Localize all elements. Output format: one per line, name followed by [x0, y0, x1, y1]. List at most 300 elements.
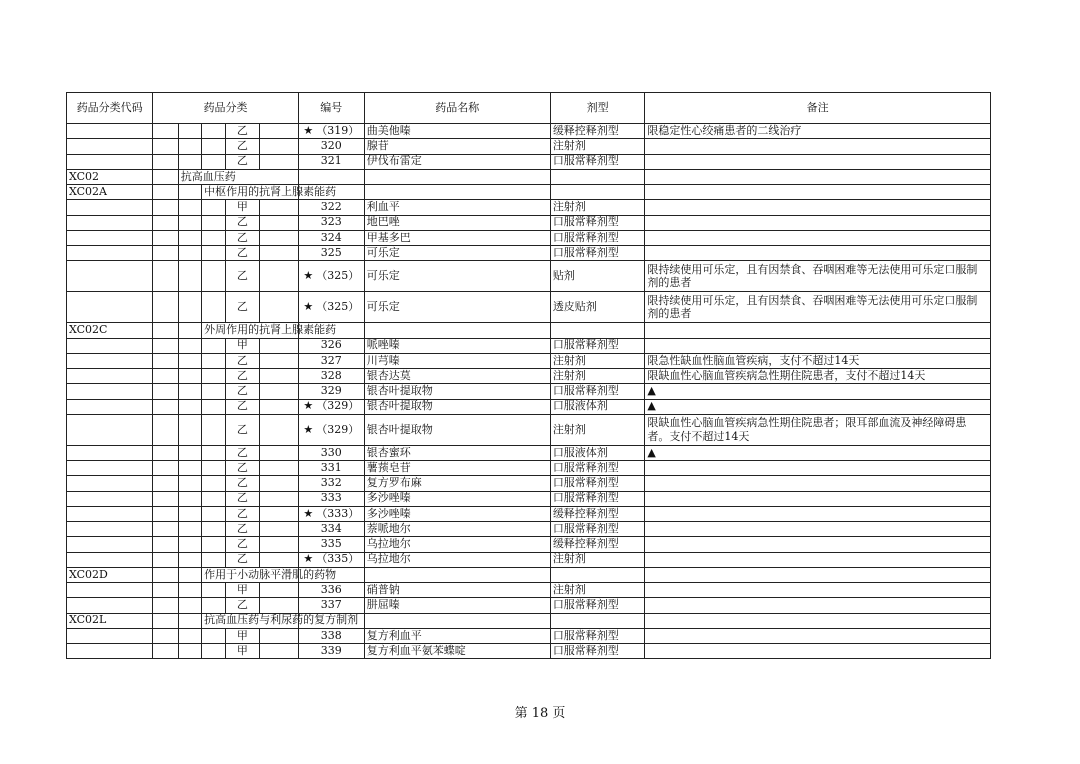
header-form: 剂型: [550, 93, 645, 124]
drug-number: 330: [320, 445, 342, 459]
dosage-form: 透皮贴剂: [550, 292, 645, 323]
table-row: [67, 246, 991, 261]
category-spacer: [153, 215, 178, 230]
category-spacer: [202, 215, 225, 230]
dosage-form: 缓释控释剂型: [550, 537, 645, 552]
dosage-form: 口服液体剂: [550, 445, 645, 460]
category-spacer: [260, 261, 299, 292]
category-code: XC02C: [67, 323, 153, 338]
code-cell: [67, 644, 153, 659]
drug-number: 329: [320, 384, 342, 398]
category-spacer: [202, 261, 225, 292]
number-cell: [298, 476, 364, 491]
category-spacer: [178, 537, 201, 552]
dosage-form: 注射剂: [550, 414, 645, 445]
number-cell: [298, 124, 364, 139]
category-spacer: [153, 200, 178, 215]
drug-number: 322: [320, 200, 342, 214]
category-spacer: [260, 644, 299, 659]
drug-name: 硝普钠: [364, 583, 550, 598]
drug-number: 334: [320, 521, 342, 535]
table-row: [67, 414, 991, 445]
remark-cell: 限持续使用可乐定，且有因禁食、吞咽困难等无法使用可乐定口服制剂的患者: [645, 261, 991, 292]
drug-catalog-table: [66, 92, 991, 659]
category-spacer: [202, 139, 225, 154]
grade-cell: 乙: [225, 522, 260, 537]
remark-cell: [645, 215, 991, 230]
remark-cell: 限急性缺血性脑血管疾病，支付不超过14天: [645, 353, 991, 368]
dosage-form: 缓释控释剂型: [550, 124, 645, 139]
remark-cell: 限稳定性心绞痛患者的二线治疗: [645, 124, 991, 139]
category-spacer: [153, 537, 178, 552]
number-cell: [298, 445, 364, 460]
category-spacer: [153, 598, 178, 613]
category-spacer: [178, 292, 201, 323]
category-spacer: [202, 506, 225, 521]
drug-name: 银杏叶提取物: [364, 414, 550, 445]
dosage-form: 口服常释剂型: [550, 491, 645, 506]
grade-cell: 乙: [225, 246, 260, 261]
drug-number: 332: [320, 476, 342, 490]
dosage-form: 口服常释剂型: [550, 598, 645, 613]
remark-cell: [645, 644, 991, 659]
remark-cell: [645, 169, 991, 184]
grade-cell: 乙: [225, 139, 260, 154]
category-spacer: [178, 353, 201, 368]
code-cell: [67, 537, 153, 552]
category-spacer: [260, 369, 299, 384]
table-row: [67, 124, 991, 139]
category-spacer: [178, 139, 201, 154]
code-cell: [67, 200, 153, 215]
number-cell: [298, 246, 364, 261]
dosage-form: 注射剂: [550, 583, 645, 598]
number-cell: [298, 384, 364, 399]
code-cell: [67, 261, 153, 292]
remark-cell: [645, 522, 991, 537]
star-icon: ★: [303, 123, 314, 137]
number-cell: [298, 522, 364, 537]
drug-number: （329）: [316, 422, 360, 436]
category-spacer: [153, 154, 178, 169]
category-spacer: [178, 338, 201, 353]
table-row: [67, 292, 991, 323]
category-spacer: [202, 537, 225, 552]
grade-cell: 乙: [225, 215, 260, 230]
category-spacer: [202, 353, 225, 368]
header-number: 编号: [298, 93, 364, 124]
dosage-form: 口服常释剂型: [550, 644, 645, 659]
category-spacer: [153, 169, 178, 184]
drug-number: 323: [320, 215, 342, 229]
remark-cell: [645, 246, 991, 261]
code-cell: [67, 154, 153, 169]
dosage-form: 口服常释剂型: [550, 384, 645, 399]
code-cell: [67, 583, 153, 598]
star-icon: ★: [303, 269, 314, 283]
drug-number: 326: [320, 338, 342, 352]
remark-cell: [645, 506, 991, 521]
category-spacer: [153, 567, 178, 582]
category-spacer: [153, 552, 178, 567]
category-spacer: [202, 292, 225, 323]
grade-cell: 乙: [225, 414, 260, 445]
category-spacer: [153, 230, 178, 245]
star-icon: ★: [303, 552, 314, 566]
grade-cell: 乙: [225, 353, 260, 368]
remark-cell: 限缺血性心脑血管疾病急性期住院患者，支付不超过14天: [645, 369, 991, 384]
table-row: [67, 261, 991, 292]
code-cell: [67, 246, 153, 261]
category-spacer: [260, 537, 299, 552]
category-spacer: [153, 628, 178, 643]
category-spacer: [153, 139, 178, 154]
table-row: [67, 476, 991, 491]
category-spacer: [153, 414, 178, 445]
star-icon: ★: [303, 300, 314, 314]
drug-number: 338: [320, 628, 342, 642]
name-cell: [364, 185, 550, 200]
table-row: [67, 628, 991, 643]
page-number: 第 18 页: [514, 706, 566, 721]
table-row: [67, 598, 991, 613]
drug-number: 333: [320, 491, 342, 505]
category-spacer: [202, 552, 225, 567]
code-cell: [67, 353, 153, 368]
remark-cell: [645, 552, 991, 567]
drug-number: 337: [320, 598, 342, 612]
code-cell: [67, 461, 153, 476]
category-spacer: [153, 323, 178, 338]
category-spacer: [153, 338, 178, 353]
number-cell: [298, 369, 364, 384]
category-spacer: [178, 154, 201, 169]
category-spacer: [178, 230, 201, 245]
code-cell: [67, 598, 153, 613]
number-cell: [298, 215, 364, 230]
category-spacer: [153, 384, 178, 399]
category-spacer: [202, 522, 225, 537]
number-cell: [298, 353, 364, 368]
category-spacer: [202, 200, 225, 215]
table-body: [67, 124, 991, 659]
category-spacer: [178, 215, 201, 230]
dosage-form: 口服常释剂型: [550, 154, 645, 169]
code-cell: [67, 139, 153, 154]
table-row: [67, 552, 991, 567]
remark-cell: [645, 613, 991, 628]
category-spacer: [202, 476, 225, 491]
category-spacer: [202, 644, 225, 659]
dosage-form: 口服常释剂型: [550, 461, 645, 476]
category-spacer: [178, 461, 201, 476]
table-row: [67, 154, 991, 169]
dosage-form: 注射剂: [550, 552, 645, 567]
table-row: [67, 338, 991, 353]
grade-cell: 乙: [225, 461, 260, 476]
drug-number: （319）: [316, 123, 360, 137]
drug-name: 银杏叶提取物: [364, 399, 550, 414]
drug-name: 伊伐布雷定: [364, 154, 550, 169]
category-spacer: [178, 261, 201, 292]
code-cell: [67, 628, 153, 643]
remark-cell: [645, 628, 991, 643]
category-spacer: [153, 185, 178, 200]
header-remark: 备注: [645, 93, 991, 124]
drug-number: 336: [320, 582, 342, 596]
number-cell: [298, 537, 364, 552]
category-spacer: [202, 583, 225, 598]
category-spacer: [202, 598, 225, 613]
dosage-form: 口服常释剂型: [550, 522, 645, 537]
subsection-row: [67, 185, 991, 200]
category-spacer: [260, 384, 299, 399]
code-cell: [67, 338, 153, 353]
number-cell: [298, 414, 364, 445]
drug-name: 乌拉地尔: [364, 537, 550, 552]
table-row: [67, 537, 991, 552]
drug-number: （325）: [316, 300, 360, 314]
number-cell: [298, 491, 364, 506]
code-cell: [67, 399, 153, 414]
table-row: [67, 506, 991, 521]
category-spacer: [202, 246, 225, 261]
remark-cell: 限缺血性心脑血管疾病急性期住院患者；限耳部血流及神经障碍患者。支付不超过14天: [645, 414, 991, 445]
drug-name: 利血平: [364, 200, 550, 215]
subsection-row: [67, 323, 991, 338]
number-cell: [298, 598, 364, 613]
name-cell: [364, 567, 550, 582]
code-cell: [67, 491, 153, 506]
number-cell: [298, 154, 364, 169]
table-row: [67, 491, 991, 506]
subsection-row: [67, 567, 991, 582]
code-cell: [67, 506, 153, 521]
category-spacer: [202, 384, 225, 399]
category-spacer: [260, 583, 299, 598]
category-spacer: [260, 338, 299, 353]
table-row: [67, 522, 991, 537]
drug-name: 可乐定: [364, 261, 550, 292]
dosage-form: 注射剂: [550, 139, 645, 154]
code-cell: [67, 414, 153, 445]
dosage-form: 注射剂: [550, 369, 645, 384]
remark-cell: [645, 154, 991, 169]
number-cell: [298, 552, 364, 567]
category-spacer: [202, 230, 225, 245]
category-spacer: [153, 246, 178, 261]
drug-number: （325）: [316, 269, 360, 283]
grade-cell: 乙: [225, 292, 260, 323]
drug-number: 328: [320, 368, 342, 382]
drug-name: 银杏达莫: [364, 369, 550, 384]
category-spacer: [260, 491, 299, 506]
category-spacer: [178, 246, 201, 261]
drug-number: 324: [320, 230, 342, 244]
drug-name: 甲基多巴: [364, 230, 550, 245]
star-icon: ★: [303, 506, 314, 520]
category-spacer: [178, 567, 201, 582]
category-spacer: [260, 230, 299, 245]
remark-cell: [645, 323, 991, 338]
dosage-form: 注射剂: [550, 353, 645, 368]
drug-name: 乌拉地尔: [364, 552, 550, 567]
category-spacer: [178, 476, 201, 491]
category-code: XC02: [67, 169, 153, 184]
category-label: 中枢作用的抗肾上腺素能药: [202, 185, 299, 200]
drug-name: 可乐定: [364, 292, 550, 323]
drug-number: 320: [320, 139, 342, 153]
dosage-form: 口服常释剂型: [550, 628, 645, 643]
form-cell: [550, 169, 645, 184]
category-spacer: [202, 124, 225, 139]
grade-cell: 乙: [225, 491, 260, 506]
grade-cell: 乙: [225, 552, 260, 567]
table-row: [67, 200, 991, 215]
grade-cell: 甲: [225, 628, 260, 643]
category-spacer: [178, 445, 201, 460]
grade-cell: 乙: [225, 598, 260, 613]
drug-number: 331: [320, 460, 342, 474]
grade-cell: 乙: [225, 369, 260, 384]
grade-cell: 乙: [225, 399, 260, 414]
remark-cell: [645, 583, 991, 598]
category-spacer: [153, 491, 178, 506]
grade-cell: 乙: [225, 506, 260, 521]
category-spacer: [178, 552, 201, 567]
category-spacer: [153, 399, 178, 414]
form-cell: [550, 323, 645, 338]
category-spacer: [178, 124, 201, 139]
drug-number: 339: [320, 643, 342, 657]
code-cell: [67, 369, 153, 384]
section-row: [67, 169, 991, 184]
category-spacer: [153, 292, 178, 323]
drug-name: 可乐定: [364, 246, 550, 261]
number-cell: [298, 506, 364, 521]
code-cell: [67, 124, 153, 139]
remark-cell: ▲: [645, 399, 991, 414]
grade-cell: 乙: [225, 230, 260, 245]
category-spacer: [260, 215, 299, 230]
drug-name: 肼屈嗪: [364, 598, 550, 613]
category-label: 外周作用的抗肾上腺素能药: [202, 323, 299, 338]
remark-cell: [645, 598, 991, 613]
number-cell: [298, 461, 364, 476]
category-spacer: [178, 583, 201, 598]
category-spacer: [178, 185, 201, 200]
header-name: 药品名称: [364, 93, 550, 124]
code-cell: [67, 552, 153, 567]
category-spacer: [260, 598, 299, 613]
drug-name: 哌唑嗪: [364, 338, 550, 353]
drug-number: 325: [320, 245, 342, 259]
header-category: 药品分类: [153, 93, 298, 124]
category-spacer: [260, 292, 299, 323]
subsection-row: [67, 613, 991, 628]
drug-name: 复方罗布麻: [364, 476, 550, 491]
category-spacer: [260, 399, 299, 414]
dosage-form: 贴剂: [550, 261, 645, 292]
category-spacer: [202, 399, 225, 414]
dosage-form: 口服常释剂型: [550, 476, 645, 491]
category-spacer: [153, 124, 178, 139]
drug-number: 321: [320, 154, 342, 168]
category-spacer: [178, 628, 201, 643]
category-spacer: [153, 445, 178, 460]
drug-number: （333）: [316, 506, 360, 520]
table-row: [67, 644, 991, 659]
category-spacer: [260, 139, 299, 154]
number-cell: [298, 644, 364, 659]
number-cell: [298, 399, 364, 414]
category-spacer: [153, 644, 178, 659]
table-row: [67, 353, 991, 368]
category-spacer: [202, 414, 225, 445]
drug-name: 薯蓣皂苷: [364, 461, 550, 476]
code-cell: [67, 384, 153, 399]
remark-cell: 限持续使用可乐定，且有因禁食、吞咽困难等无法使用可乐定口服制剂的患者: [645, 292, 991, 323]
category-spacer: [153, 369, 178, 384]
category-code: XC02A: [67, 185, 153, 200]
table-row: [67, 139, 991, 154]
category-spacer: [153, 506, 178, 521]
number-cell: [298, 230, 364, 245]
drug-name: 多沙唑嗪: [364, 506, 550, 521]
category-spacer: [202, 445, 225, 460]
dosage-form: 缓释控释剂型: [550, 506, 645, 521]
number-cell: [298, 139, 364, 154]
category-spacer: [153, 353, 178, 368]
number-cell: [298, 261, 364, 292]
grade-cell: 乙: [225, 154, 260, 169]
grade-cell: 乙: [225, 261, 260, 292]
category-spacer: [260, 200, 299, 215]
form-cell: [550, 613, 645, 628]
remark-cell: [645, 338, 991, 353]
drug-name: 复方利血平氨苯蝶啶: [364, 644, 550, 659]
dosage-form: 口服常释剂型: [550, 338, 645, 353]
category-spacer: [178, 613, 201, 628]
name-cell: [364, 323, 550, 338]
category-spacer: [153, 583, 178, 598]
dosage-form: 注射剂: [550, 200, 645, 215]
category-spacer: [260, 414, 299, 445]
code-cell: [67, 215, 153, 230]
remark-cell: [645, 200, 991, 215]
category-spacer: [153, 461, 178, 476]
category-spacer: [202, 154, 225, 169]
category-code: XC02D: [67, 567, 153, 582]
drug-name: 曲美他嗪: [364, 124, 550, 139]
category-spacer: [202, 461, 225, 476]
drug-name: 多沙唑嗪: [364, 491, 550, 506]
category-spacer: [178, 399, 201, 414]
grade-cell: 甲: [225, 583, 260, 598]
category-spacer: [260, 461, 299, 476]
category-spacer: [260, 154, 299, 169]
number-cell: [298, 292, 364, 323]
category-spacer: [260, 628, 299, 643]
remark-cell: [645, 567, 991, 582]
table-row: [67, 461, 991, 476]
table-row: [67, 369, 991, 384]
table-row: [67, 230, 991, 245]
grade-cell: 乙: [225, 445, 260, 460]
dosage-form: 口服常释剂型: [550, 215, 645, 230]
drug-number: 327: [320, 353, 342, 367]
remark-cell: [645, 139, 991, 154]
